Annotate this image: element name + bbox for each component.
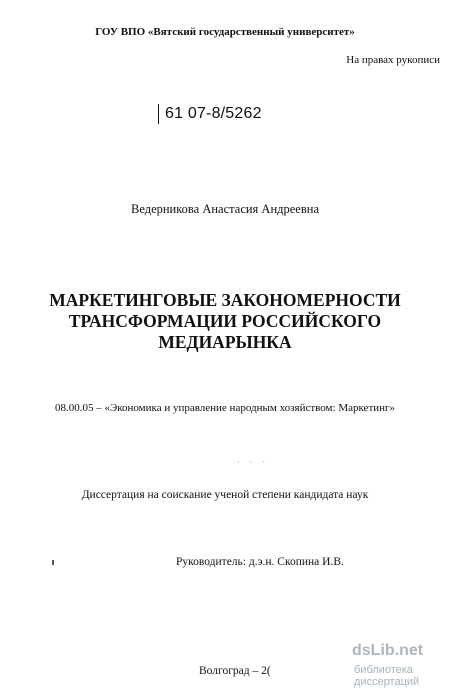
dissertation-title xyxy=(0,290,450,353)
degree-statement: Диссертация на соискание ученой степени кандидата наук xyxy=(81,489,369,501)
title-line: ТРАНСФОРМАЦИИ РОССИЙСКОГО xyxy=(68,311,382,331)
author-name: Ведерникова Анастасия Андреевна xyxy=(130,202,319,216)
supervisor: Руководитель: д.э.н. Скопина И.В. xyxy=(176,556,344,568)
university-header: ГОУ ВПО «Вятский государственный университет» xyxy=(95,26,355,38)
title-line: МЕДИАРЫНКА xyxy=(158,332,292,352)
city-year: Волгоград – 2( xyxy=(199,665,271,677)
specialty-code: 08.00.05 – «Экономика и управление народным хозяйством: Маркетинг» xyxy=(54,402,396,414)
scan-specks: · · · xyxy=(237,458,269,467)
archive-code-text: 61 07-8/5262 xyxy=(165,105,262,122)
watermark-logo: dsLib.net xyxy=(352,642,424,659)
margin-mark xyxy=(52,560,54,565)
title-line: МАРКЕТИНГОВЫЕ ЗАКОНОМЕРНОСТИ xyxy=(49,290,401,310)
watermark xyxy=(330,640,450,686)
watermark-tagline: библиотека диссертаций xyxy=(354,664,420,688)
archive-code xyxy=(158,104,262,124)
manuscript-rights-note: На правах рукописи xyxy=(346,54,440,66)
archive-code-bar xyxy=(158,104,159,124)
